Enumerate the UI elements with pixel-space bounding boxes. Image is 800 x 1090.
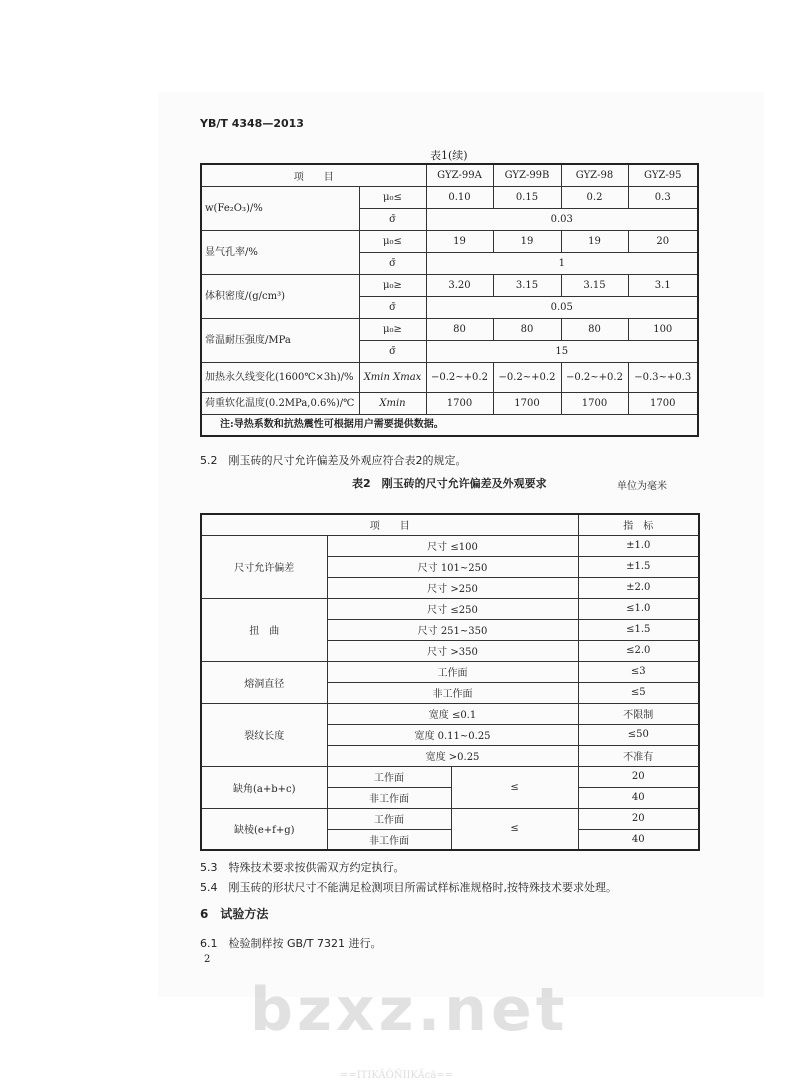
table-cell: 1700: [493, 392, 561, 414]
table-cell: σ̄: [359, 296, 426, 318]
table-cell: GYZ-99A: [426, 164, 493, 186]
table-cell: 加热永久线变化(1600℃×3h)/%: [201, 362, 359, 392]
table2-caption: 表2 刚玉砖的尺寸允许偏差及外观要求: [352, 477, 547, 490]
table-cell: 体积密度/(g/cm³): [201, 274, 359, 318]
table-cell: Xmin: [359, 392, 426, 414]
table-cell: w(Fe₂O₃)/%: [201, 186, 359, 230]
table-cell: GYZ-99B: [493, 164, 561, 186]
table-cell: 宽度 >0.25: [327, 745, 578, 766]
table-cell: μ₀≥: [359, 318, 426, 340]
table-cell: 熔洞直径: [201, 661, 327, 703]
table-cell: 缺角(a+b+c): [201, 766, 327, 808]
table-cell: 缺棱(e+f+g): [201, 808, 327, 850]
table-row: [201, 392, 698, 414]
table-cell: ±2.0: [578, 577, 699, 598]
table-cell: −0.2~+0.2: [426, 362, 493, 392]
table1: [200, 163, 699, 437]
table-cell: 指 标: [578, 514, 699, 535]
table-cell: 宽度 0.11~0.25: [327, 724, 578, 745]
table-cell: 尺寸 >350: [327, 640, 578, 661]
table-cell: μ₀≤: [359, 230, 426, 252]
table-row: [201, 362, 698, 392]
table-cell: 工作面: [327, 808, 451, 829]
table-cell: 20: [578, 808, 699, 829]
table-cell: μ₀≤: [359, 186, 426, 208]
table-cell: 80: [561, 318, 628, 340]
table-cell: 0.3: [628, 186, 698, 208]
table-cell: ≤1.0: [578, 598, 699, 619]
table-cell: ≤: [451, 808, 578, 850]
table-cell: 19: [426, 230, 493, 252]
table-cell: 尺寸 101~250: [327, 556, 578, 577]
table-cell: 尺寸 ≤100: [327, 535, 578, 556]
table-cell: ≤5: [578, 682, 699, 703]
table-cell: 裂纹长度: [201, 703, 327, 766]
section-6-1: 6.1 检验制样按 GB/T 7321 进行。: [200, 937, 382, 950]
table-cell: 尺寸 251~350: [327, 619, 578, 640]
table-cell: −0.2~+0.2: [493, 362, 561, 392]
table-cell: σ̄: [359, 340, 426, 362]
table-cell: 100: [628, 318, 698, 340]
table-cell: 20: [628, 230, 698, 252]
table-note-row: [201, 414, 698, 436]
table-cell: 0.05: [426, 296, 698, 318]
table-cell: 尺寸允许偏差: [201, 535, 327, 598]
table1-caption: 表1(续): [430, 149, 468, 162]
table-cell: 非工作面: [327, 682, 578, 703]
table-cell: 19: [561, 230, 628, 252]
table-cell: ≤2.0: [578, 640, 699, 661]
table-row: [201, 274, 698, 296]
table2: [200, 513, 700, 851]
table-cell: 注:导热系数和抗热震性可根据用户需要提供数据。: [201, 414, 698, 436]
watermark: bzxz.net: [250, 975, 569, 1045]
standard-header: YB/T 4348—2013: [200, 117, 304, 130]
table-cell: 显气孔率/%: [201, 230, 359, 274]
table-cell: 0.2: [561, 186, 628, 208]
table-row: [201, 703, 699, 724]
table-cell: ≤: [451, 766, 578, 808]
table-cell: 80: [426, 318, 493, 340]
section-5-2: 5.2 刚玉砖的尺寸允许偏差及外观应符合表2的规定。: [200, 454, 467, 467]
table-cell: 1700: [426, 392, 493, 414]
table-row: [201, 318, 698, 340]
table-cell: 0.10: [426, 186, 493, 208]
section-6-heading: 6 试验方法: [200, 907, 269, 921]
table-cell: 常温耐压强度/MPa: [201, 318, 359, 362]
table2-unit: 单位为毫米: [617, 481, 667, 492]
table-cell: 尺寸 ≤250: [327, 598, 578, 619]
table-row: [201, 535, 699, 556]
section-5-4: 5.4 刚玉砖的形状尺寸不能满足检测项目所需试样标准规格时,按特殊技术要求处理。: [200, 881, 617, 894]
table-cell: 项 目: [201, 164, 426, 186]
table-cell: 80: [493, 318, 561, 340]
table-cell: 扭 曲: [201, 598, 327, 661]
table-cell: −0.2~+0.2: [561, 362, 628, 392]
table-cell: 1: [426, 252, 698, 274]
table-cell: 宽度 ≤0.1: [327, 703, 578, 724]
table-cell: 不限制: [578, 703, 699, 724]
table-header-row: [201, 514, 699, 535]
table-cell: 非工作面: [327, 829, 451, 850]
table-cell: 项 目: [201, 514, 578, 535]
footer-mark: ==ITIKÄÖÑIIKÄcä==: [340, 1070, 454, 1081]
table-row: [201, 598, 699, 619]
table-cell: ≤50: [578, 724, 699, 745]
table-cell: σ̄: [359, 252, 426, 274]
table-cell: 非工作面: [327, 787, 451, 808]
table-header-row: [201, 164, 698, 186]
table-cell: −0.3~+0.3: [628, 362, 698, 392]
table-cell: 荷重软化温度(0.2MPa,0.6%)/℃: [201, 392, 359, 414]
table-row: [201, 766, 699, 787]
table-cell: 工作面: [327, 766, 451, 787]
table-cell: ≤1.5: [578, 619, 699, 640]
table-cell: 0.15: [493, 186, 561, 208]
table-cell: 3.15: [561, 274, 628, 296]
table-cell: 尺寸 >250: [327, 577, 578, 598]
table-cell: 3.1: [628, 274, 698, 296]
table-cell: 3.20: [426, 274, 493, 296]
table-cell: Xmin Xmax: [359, 362, 426, 392]
table-cell: 40: [578, 829, 699, 850]
table-cell: GYZ-98: [561, 164, 628, 186]
table-cell: 不准有: [578, 745, 699, 766]
table-row: [201, 186, 698, 208]
table-cell: ±1.0: [578, 535, 699, 556]
table-cell: 15: [426, 340, 698, 362]
table-cell: σ̄: [359, 208, 426, 230]
table-cell: 1700: [561, 392, 628, 414]
table-cell: 3.15: [493, 274, 561, 296]
table-cell: ≤3: [578, 661, 699, 682]
table-cell: GYZ-95: [628, 164, 698, 186]
table-cell: ±1.5: [578, 556, 699, 577]
table-cell: 工作面: [327, 661, 578, 682]
table-row: [201, 230, 698, 252]
table-row: [201, 808, 699, 829]
table-cell: μ₀≥: [359, 274, 426, 296]
table-row: [201, 661, 699, 682]
table-cell: 20: [578, 766, 699, 787]
table-cell: 1700: [628, 392, 698, 414]
table-cell: 0.03: [426, 208, 698, 230]
table-cell: 19: [493, 230, 561, 252]
table-cell: 40: [578, 787, 699, 808]
section-5-3: 5.3 特殊技术要求按供需双方约定执行。: [200, 861, 405, 874]
page-number: 2: [204, 954, 211, 965]
